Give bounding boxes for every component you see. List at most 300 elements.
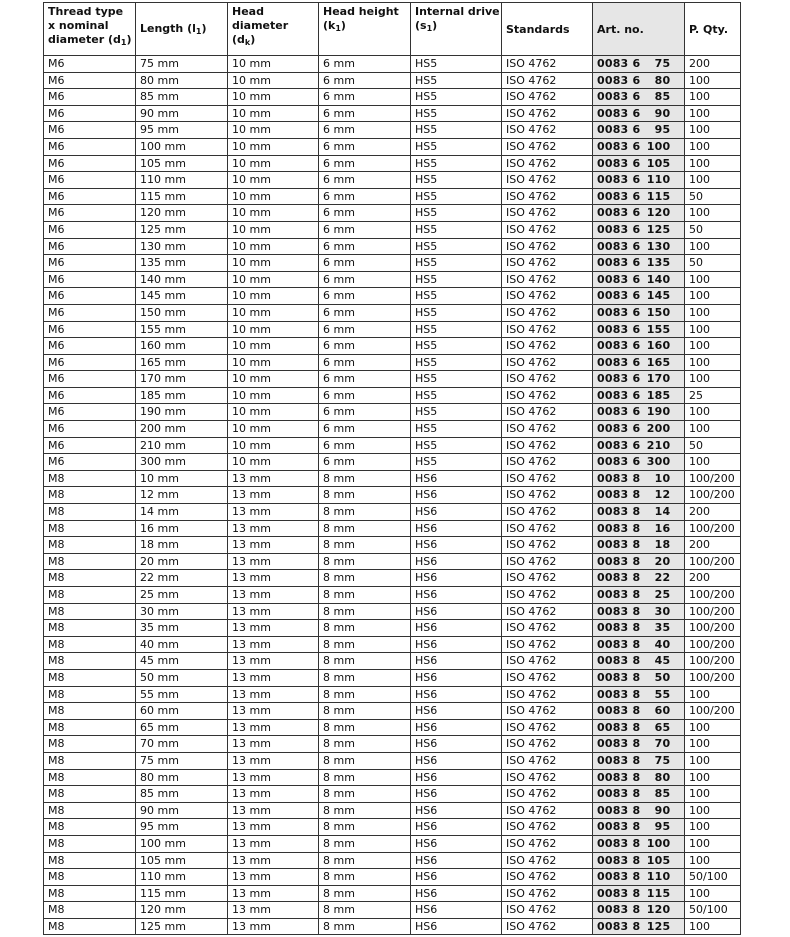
cell-p-qty: 50/100	[685, 869, 741, 886]
cell-head-diameter: 10 mm	[228, 404, 319, 421]
art-no-number: 135	[646, 256, 671, 270]
cell-standard: ISO 4762	[502, 902, 593, 919]
cell-internal-drive: HS6	[411, 918, 502, 935]
cell-head-height: 8 mm	[319, 553, 411, 570]
cell-internal-drive: HS6	[411, 835, 502, 852]
cell-head-height: 8 mm	[319, 852, 411, 869]
art-no-prefix: 0083 8	[597, 737, 641, 751]
cell-art-no	[593, 487, 685, 504]
cell-head-height: 8 mm	[319, 570, 411, 587]
cell-p-qty: 100	[685, 835, 741, 852]
cell-thread: M8	[44, 885, 136, 902]
art-no-prefix: 0083 8	[597, 919, 641, 933]
cell-standard: ISO 4762	[502, 769, 593, 786]
cell-standard: ISO 4762	[502, 188, 593, 205]
cell-art-no	[593, 437, 685, 454]
table-row	[44, 520, 741, 537]
table-body	[44, 56, 741, 935]
cell-length: 20 mm	[136, 553, 228, 570]
table-row	[44, 587, 741, 604]
cell-head-height: 6 mm	[319, 89, 411, 106]
cell-p-qty: 100	[685, 155, 741, 172]
cell-head-diameter: 10 mm	[228, 172, 319, 189]
cell-thread: M8	[44, 769, 136, 786]
header-length: Length $(l_1)$	[136, 3, 228, 56]
art-no-prefix: 0083 6	[597, 272, 641, 286]
cell-head-diameter: 10 mm	[228, 238, 319, 255]
cell-art-no	[593, 620, 685, 637]
cell-standard: ISO 4762	[502, 155, 593, 172]
cell-internal-drive: HS5	[411, 89, 502, 106]
cell-length: 115 mm	[136, 188, 228, 205]
art-no-number: 40	[654, 637, 671, 651]
art-no-number: 115	[646, 886, 671, 900]
cell-standard: ISO 4762	[502, 122, 593, 139]
cell-head-height: 6 mm	[319, 387, 411, 404]
cell-p-qty: 100	[685, 819, 741, 836]
cell-head-diameter: 13 mm	[228, 487, 319, 504]
table-row	[44, 835, 741, 852]
table-row	[44, 155, 741, 172]
cell-head-height: 8 mm	[319, 603, 411, 620]
table-row	[44, 852, 741, 869]
cell-standard: ISO 4762	[502, 255, 593, 272]
cell-head-diameter: 13 mm	[228, 869, 319, 886]
cell-head-diameter: 10 mm	[228, 89, 319, 106]
table-row	[44, 188, 741, 205]
cell-art-no	[593, 89, 685, 106]
cell-thread: M8	[44, 669, 136, 686]
cell-internal-drive: HS6	[411, 653, 502, 670]
table-row	[44, 288, 741, 305]
art-no-prefix: 0083 6	[597, 256, 641, 270]
header-head-height: Head height $(k_1)$	[319, 3, 411, 56]
art-no-number: 150	[646, 305, 671, 319]
cell-thread: M8	[44, 553, 136, 570]
table-row	[44, 487, 741, 504]
table-row	[44, 421, 741, 438]
cell-thread: M6	[44, 271, 136, 288]
cell-head-height: 8 mm	[319, 620, 411, 637]
cell-p-qty: 100	[685, 354, 741, 371]
cell-standard: ISO 4762	[502, 354, 593, 371]
cell-internal-drive: HS5	[411, 138, 502, 155]
cell-art-no	[593, 802, 685, 819]
cell-standard: ISO 4762	[502, 72, 593, 89]
cell-internal-drive: HS5	[411, 221, 502, 238]
cell-length: 165 mm	[136, 354, 228, 371]
cell-head-diameter: 10 mm	[228, 221, 319, 238]
art-no-number: 60	[654, 704, 671, 718]
table-row	[44, 56, 741, 73]
cell-internal-drive: HS5	[411, 72, 502, 89]
cell-internal-drive: HS5	[411, 421, 502, 438]
cell-art-no	[593, 852, 685, 869]
cell-standard: ISO 4762	[502, 587, 593, 604]
cell-head-diameter: 13 mm	[228, 537, 319, 554]
cell-art-no	[593, 869, 685, 886]
cell-head-height: 8 mm	[319, 885, 411, 902]
cell-thread: M8	[44, 570, 136, 587]
table-row	[44, 122, 741, 139]
table-row	[44, 404, 741, 421]
cell-internal-drive: HS5	[411, 238, 502, 255]
art-no-prefix: 0083 6	[597, 156, 641, 170]
product-table-sheet	[43, 2, 741, 935]
cell-internal-drive: HS6	[411, 902, 502, 919]
art-no-number: 300	[646, 455, 671, 469]
cell-art-no	[593, 387, 685, 404]
cell-length: 95 mm	[136, 122, 228, 139]
cell-internal-drive: HS5	[411, 288, 502, 305]
table-row	[44, 902, 741, 919]
cell-length: 90 mm	[136, 105, 228, 122]
cell-art-no	[593, 752, 685, 769]
cell-art-no	[593, 902, 685, 919]
cell-art-no	[593, 504, 685, 521]
table-row	[44, 387, 741, 404]
cell-art-no	[593, 221, 685, 238]
cell-p-qty: 100/200	[685, 603, 741, 620]
art-no-prefix: 0083 8	[597, 687, 641, 701]
cell-art-no	[593, 537, 685, 554]
cell-thread: M6	[44, 89, 136, 106]
cell-standard: ISO 4762	[502, 686, 593, 703]
art-no-prefix: 0083 8	[597, 670, 641, 684]
art-no-prefix: 0083 8	[597, 654, 641, 668]
cell-head-height: 8 mm	[319, 786, 411, 803]
art-no-prefix: 0083 6	[597, 388, 641, 402]
cell-length: 130 mm	[136, 238, 228, 255]
cell-p-qty: 100	[685, 122, 741, 139]
cell-standard: ISO 4762	[502, 736, 593, 753]
cell-head-diameter: 10 mm	[228, 122, 319, 139]
cell-internal-drive: HS6	[411, 504, 502, 521]
cell-head-height: 6 mm	[319, 56, 411, 73]
table-row	[44, 570, 741, 587]
cell-art-no	[593, 786, 685, 803]
cell-standard: ISO 4762	[502, 653, 593, 670]
art-no-prefix: 0083 6	[597, 139, 641, 153]
table-row	[44, 653, 741, 670]
cell-standard: ISO 4762	[502, 553, 593, 570]
art-no-prefix: 0083 6	[597, 106, 641, 120]
cell-length: 75 mm	[136, 752, 228, 769]
table-row	[44, 172, 741, 189]
cell-p-qty: 100	[685, 304, 741, 321]
cell-head-height: 8 mm	[319, 819, 411, 836]
cell-head-diameter: 10 mm	[228, 72, 319, 89]
cell-head-diameter: 13 mm	[228, 885, 319, 902]
cell-internal-drive: HS6	[411, 752, 502, 769]
cell-thread: M6	[44, 56, 136, 73]
cell-thread: M8	[44, 520, 136, 537]
cell-internal-drive: HS5	[411, 105, 502, 122]
cell-head-diameter: 13 mm	[228, 719, 319, 736]
cell-head-diameter: 13 mm	[228, 587, 319, 604]
cell-internal-drive: HS6	[411, 852, 502, 869]
cell-thread: M8	[44, 918, 136, 935]
header-standards: Standards	[502, 3, 593, 56]
cell-head-diameter: 13 mm	[228, 553, 319, 570]
table-row	[44, 470, 741, 487]
cell-length: 10 mm	[136, 470, 228, 487]
cell-thread: M8	[44, 703, 136, 720]
table-row	[44, 703, 741, 720]
cell-head-diameter: 13 mm	[228, 570, 319, 587]
cell-standard: ISO 4762	[502, 437, 593, 454]
cell-length: 25 mm	[136, 587, 228, 604]
cell-standard: ISO 4762	[502, 454, 593, 471]
cell-head-height: 6 mm	[319, 221, 411, 238]
art-no-prefix: 0083 6	[597, 355, 641, 369]
cell-thread: M6	[44, 122, 136, 139]
art-no-prefix: 0083 6	[597, 206, 641, 220]
cell-standard: ISO 4762	[502, 918, 593, 935]
art-no-number: 110	[646, 173, 671, 187]
product-table	[43, 2, 741, 935]
art-no-prefix: 0083 6	[597, 123, 641, 137]
cell-art-no	[593, 636, 685, 653]
cell-thread: M8	[44, 869, 136, 886]
art-no-number: 70	[654, 737, 671, 751]
cell-head-diameter: 13 mm	[228, 669, 319, 686]
cell-art-no	[593, 703, 685, 720]
cell-internal-drive: HS6	[411, 620, 502, 637]
cell-art-no	[593, 205, 685, 222]
cell-length: 185 mm	[136, 387, 228, 404]
art-no-number: 75	[654, 753, 671, 767]
cell-length: 55 mm	[136, 686, 228, 703]
art-no-number: 75	[654, 57, 671, 70]
cell-p-qty: 100	[685, 852, 741, 869]
table-row	[44, 885, 741, 902]
cell-art-no	[593, 918, 685, 935]
cell-art-no	[593, 288, 685, 305]
cell-standard: ISO 4762	[502, 172, 593, 189]
cell-head-height: 8 mm	[319, 537, 411, 554]
art-no-prefix: 0083 6	[597, 189, 641, 203]
cell-internal-drive: HS5	[411, 338, 502, 355]
cell-thread: M8	[44, 504, 136, 521]
table-row	[44, 138, 741, 155]
cell-length: 140 mm	[136, 271, 228, 288]
art-no-prefix: 0083 8	[597, 505, 641, 519]
cell-p-qty: 100	[685, 321, 741, 338]
table-row	[44, 769, 741, 786]
cell-head-height: 8 mm	[319, 653, 411, 670]
cell-head-diameter: 10 mm	[228, 454, 319, 471]
art-no-prefix: 0083 8	[597, 787, 641, 801]
art-no-prefix: 0083 6	[597, 222, 641, 236]
cell-length: 125 mm	[136, 918, 228, 935]
art-no-prefix: 0083 6	[597, 57, 641, 70]
cell-head-height: 6 mm	[319, 172, 411, 189]
cell-head-height: 8 mm	[319, 918, 411, 935]
cell-length: 105 mm	[136, 852, 228, 869]
cell-head-height: 8 mm	[319, 736, 411, 753]
header-internal-drive: Internal drive $(s_1)$	[411, 3, 502, 56]
cell-p-qty: 100/200	[685, 487, 741, 504]
cell-p-qty: 200	[685, 56, 741, 73]
art-no-number: 210	[646, 438, 671, 452]
cell-head-diameter: 10 mm	[228, 437, 319, 454]
table-row	[44, 504, 741, 521]
cell-internal-drive: HS5	[411, 188, 502, 205]
cell-thread: M6	[44, 371, 136, 388]
art-no-number: 12	[654, 488, 671, 502]
cell-standard: ISO 4762	[502, 520, 593, 537]
art-no-prefix: 0083 8	[597, 554, 641, 568]
art-no-prefix: 0083 6	[597, 289, 641, 303]
header-head-diameter: Head diameter $(d_k)$	[228, 3, 319, 56]
cell-thread: M8	[44, 587, 136, 604]
art-no-prefix: 0083 6	[597, 239, 641, 253]
cell-art-no	[593, 155, 685, 172]
art-no-number: 30	[654, 604, 671, 618]
cell-p-qty: 50	[685, 188, 741, 205]
cell-p-qty: 100	[685, 138, 741, 155]
art-no-number: 14	[654, 505, 671, 519]
cell-head-height: 6 mm	[319, 371, 411, 388]
cell-thread: M6	[44, 288, 136, 305]
cell-art-no	[593, 719, 685, 736]
art-no-number: 125	[646, 222, 671, 236]
header-row	[44, 3, 741, 56]
cell-p-qty: 100/200	[685, 653, 741, 670]
cell-art-no	[593, 172, 685, 189]
cell-standard: ISO 4762	[502, 304, 593, 321]
cell-internal-drive: HS5	[411, 56, 502, 73]
cell-internal-drive: HS6	[411, 587, 502, 604]
cell-length: 190 mm	[136, 404, 228, 421]
table-row	[44, 271, 741, 288]
cell-standard: ISO 4762	[502, 703, 593, 720]
cell-thread: M8	[44, 636, 136, 653]
cell-head-diameter: 13 mm	[228, 802, 319, 819]
art-no-prefix: 0083 6	[597, 372, 641, 386]
cell-thread: M6	[44, 321, 136, 338]
cell-head-diameter: 13 mm	[228, 603, 319, 620]
art-no-number: 25	[654, 588, 671, 601]
cell-thread: M8	[44, 802, 136, 819]
cell-head-height: 6 mm	[319, 338, 411, 355]
cell-p-qty: 100	[685, 338, 741, 355]
cell-internal-drive: HS5	[411, 122, 502, 139]
cell-length: 35 mm	[136, 620, 228, 637]
cell-length: 85 mm	[136, 786, 228, 803]
cell-p-qty: 100	[685, 238, 741, 255]
cell-p-qty: 100	[685, 686, 741, 703]
art-no-number: 130	[646, 239, 671, 253]
art-no-number: 115	[646, 189, 671, 203]
cell-head-height: 8 mm	[319, 470, 411, 487]
cell-head-diameter: 13 mm	[228, 470, 319, 487]
art-no-number: 160	[646, 339, 671, 353]
cell-art-no	[593, 105, 685, 122]
art-no-prefix: 0083 6	[597, 305, 641, 319]
cell-head-diameter: 10 mm	[228, 338, 319, 355]
art-no-number: 50	[654, 670, 671, 684]
cell-head-height: 8 mm	[319, 769, 411, 786]
cell-thread: M8	[44, 603, 136, 620]
cell-length: 90 mm	[136, 802, 228, 819]
table-row	[44, 371, 741, 388]
cell-internal-drive: HS6	[411, 703, 502, 720]
cell-thread: M8	[44, 786, 136, 803]
cell-standard: ISO 4762	[502, 669, 593, 686]
cell-length: 210 mm	[136, 437, 228, 454]
cell-thread: M8	[44, 902, 136, 919]
cell-art-no	[593, 304, 685, 321]
cell-standard: ISO 4762	[502, 470, 593, 487]
cell-internal-drive: HS5	[411, 437, 502, 454]
cell-internal-drive: HS6	[411, 470, 502, 487]
cell-head-height: 8 mm	[319, 686, 411, 703]
cell-head-height: 8 mm	[319, 587, 411, 604]
cell-p-qty: 100	[685, 769, 741, 786]
cell-p-qty: 100	[685, 802, 741, 819]
cell-head-diameter: 10 mm	[228, 255, 319, 272]
cell-p-qty: 100	[685, 371, 741, 388]
art-no-number: 100	[646, 139, 671, 153]
cell-p-qty: 50	[685, 437, 741, 454]
cell-length: 145 mm	[136, 288, 228, 305]
cell-thread: M8	[44, 835, 136, 852]
cell-length: 120 mm	[136, 902, 228, 919]
cell-standard: ISO 4762	[502, 205, 593, 222]
cell-thread: M6	[44, 155, 136, 172]
cell-length: 80 mm	[136, 769, 228, 786]
art-no-number: 18	[654, 538, 671, 552]
cell-head-height: 6 mm	[319, 404, 411, 421]
art-no-prefix: 0083 8	[597, 704, 641, 718]
table-row	[44, 89, 741, 106]
cell-standard: ISO 4762	[502, 852, 593, 869]
art-no-prefix: 0083 6	[597, 405, 641, 419]
cell-length: 300 mm	[136, 454, 228, 471]
cell-art-no	[593, 669, 685, 686]
cell-internal-drive: HS6	[411, 636, 502, 653]
cell-standard: ISO 4762	[502, 338, 593, 355]
table-row	[44, 454, 741, 471]
cell-internal-drive: HS6	[411, 487, 502, 504]
table-row	[44, 918, 741, 935]
cell-thread: M6	[44, 188, 136, 205]
art-no-prefix: 0083 8	[597, 753, 641, 767]
cell-head-height: 8 mm	[319, 719, 411, 736]
cell-standard: ISO 4762	[502, 404, 593, 421]
cell-length: 65 mm	[136, 719, 228, 736]
cell-head-height: 8 mm	[319, 802, 411, 819]
cell-thread: M6	[44, 437, 136, 454]
cell-internal-drive: HS6	[411, 802, 502, 819]
cell-p-qty: 100	[685, 404, 741, 421]
cell-length: 14 mm	[136, 504, 228, 521]
art-no-number: 105	[646, 853, 671, 867]
cell-head-height: 8 mm	[319, 636, 411, 653]
cell-p-qty: 100	[685, 719, 741, 736]
art-no-prefix: 0083 6	[597, 322, 641, 336]
cell-art-no	[593, 470, 685, 487]
art-no-prefix: 0083 8	[597, 488, 641, 502]
cell-internal-drive: HS6	[411, 869, 502, 886]
cell-art-no	[593, 122, 685, 139]
cell-p-qty: 100	[685, 885, 741, 902]
table-row	[44, 686, 741, 703]
art-no-prefix: 0083 8	[597, 903, 641, 917]
art-no-number: 170	[646, 372, 671, 386]
